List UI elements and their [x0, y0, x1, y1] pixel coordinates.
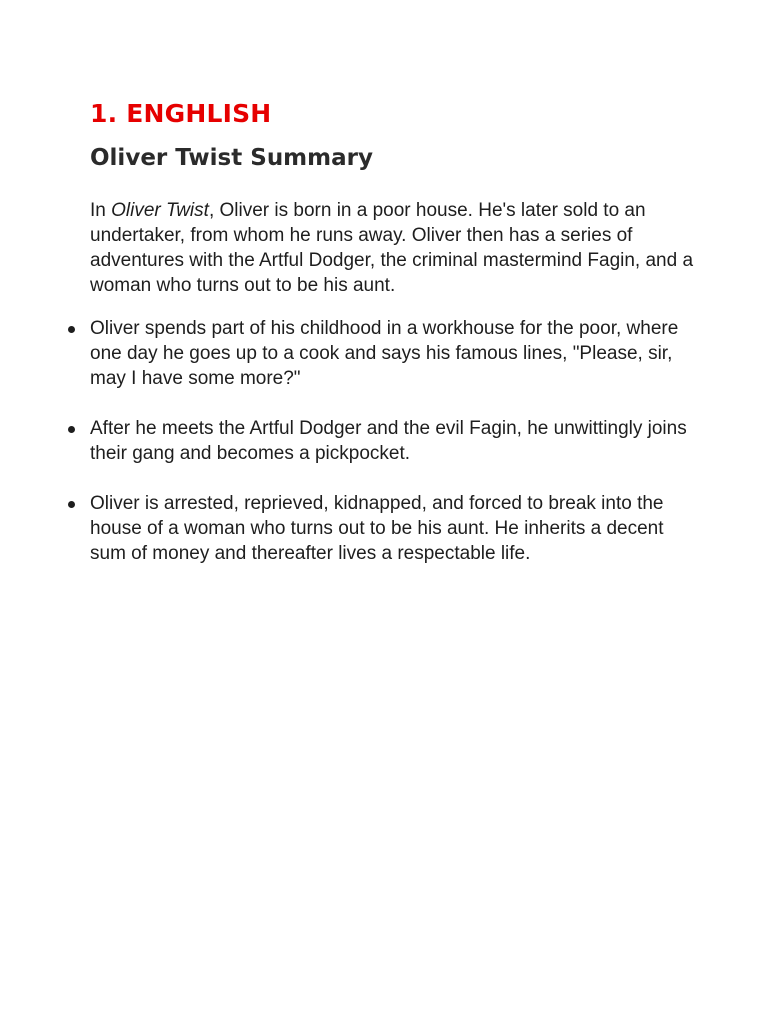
bullet-dot-icon [68, 426, 75, 433]
bullet-item [90, 316, 690, 391]
section-heading: 1. ENGHLISH [90, 99, 272, 128]
bullet-item [90, 416, 690, 466]
bullet-text: After he meets the Artful Dodger and the evil Fagin, he unwittingly joins their gang and becomes a pickpocket. [90, 418, 687, 464]
intro-prefix: In [90, 200, 112, 221]
bullet-dot-icon [68, 326, 75, 333]
intro-rest: , Oliver is born in a poor house. He's later sold to an undertaker, from whom he runs away. Oliver then has a series of adventures with the Artful Dodger, the criminal mastermind Fagin, and a woman who turns out to be his aunt. [90, 200, 694, 296]
intro-paragraph [90, 198, 720, 298]
intro-book-title: Oliver Twist [111, 200, 209, 221]
bullet-text: Oliver is arrested, reprieved, kidnapped, and forced to break into the house of a woman who turns out to be his aunt. He inherits a decent sum of money and thereafter lives a respectable life. [90, 493, 664, 564]
summary-bullet-list [90, 316, 690, 591]
page-title: Oliver Twist Summary [90, 145, 373, 171]
bullet-text: Oliver spends part of his childhood in a workhouse for the poor, where one day he goes up to a cook and says his famous lines, "Please, sir, may I have some more?" [90, 318, 679, 389]
bullet-dot-icon [68, 501, 75, 508]
bullet-item [90, 491, 690, 566]
